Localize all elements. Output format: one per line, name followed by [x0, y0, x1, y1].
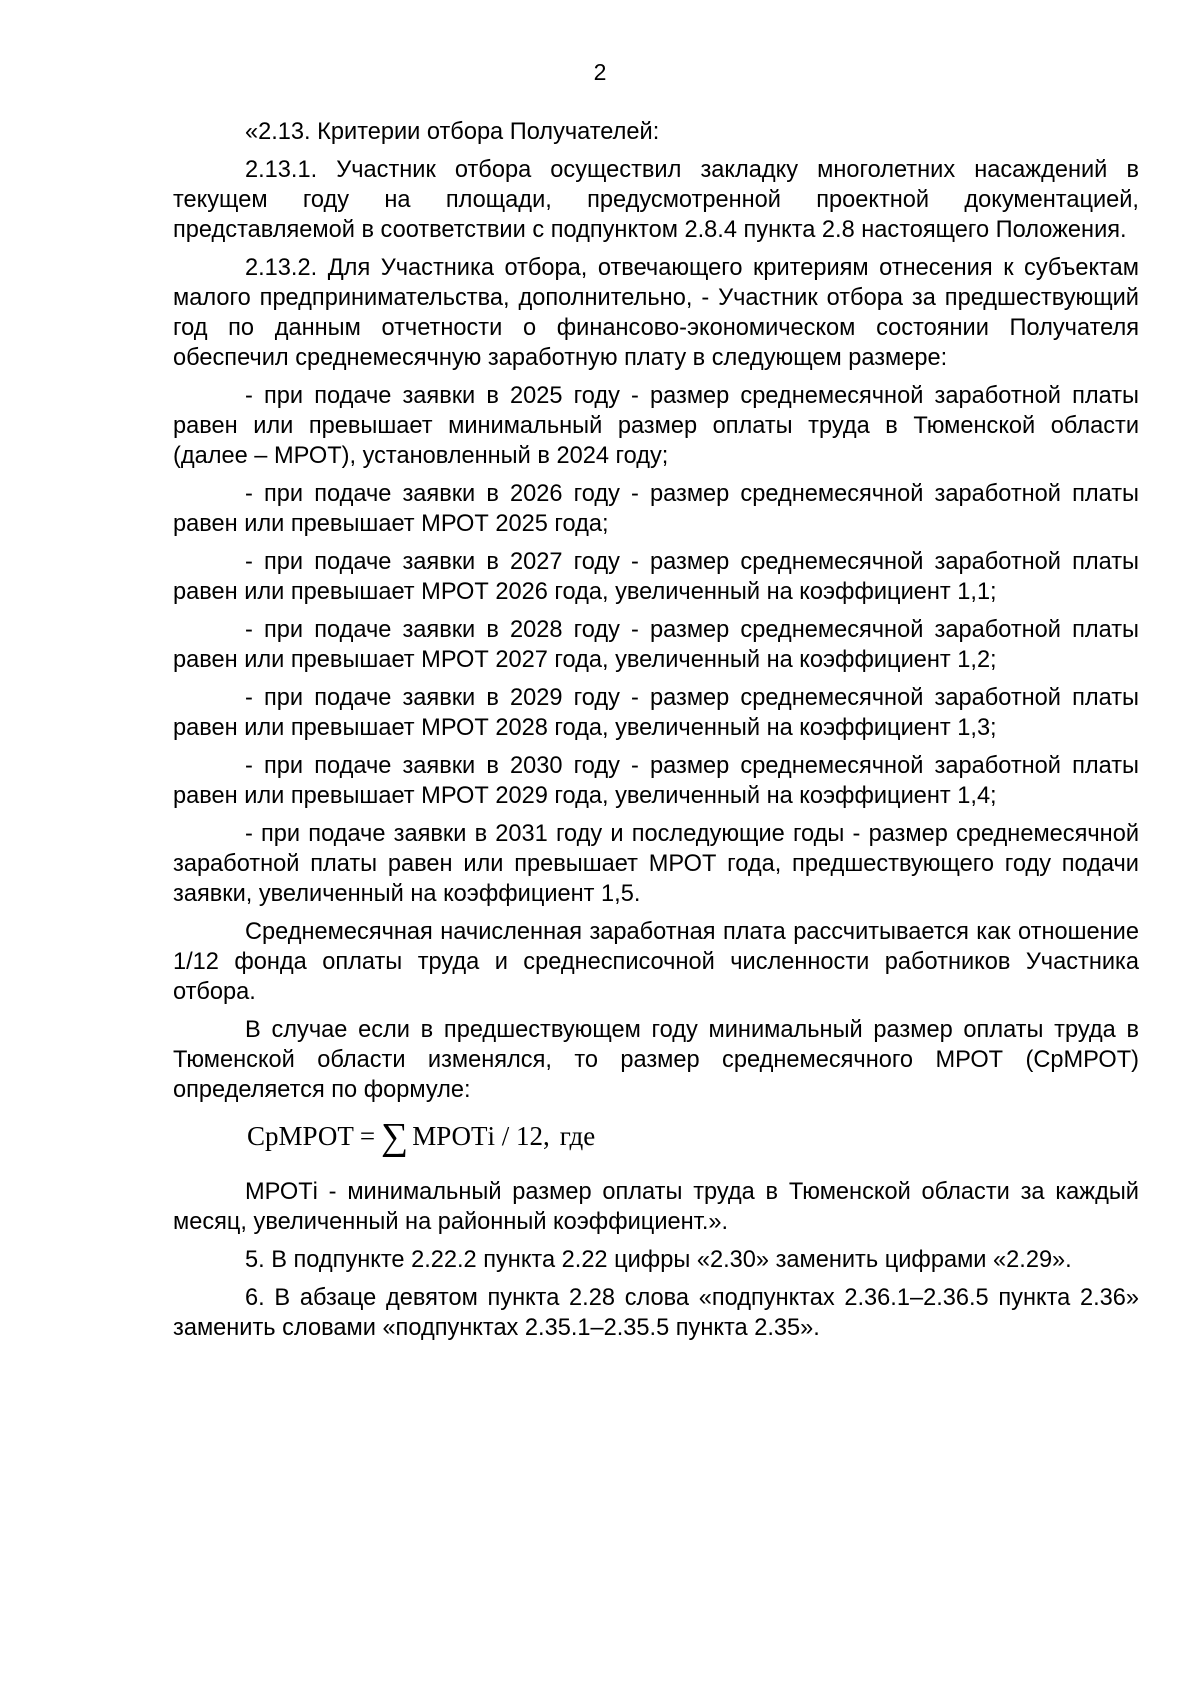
list-item-2026: - при подаче заявки в 2026 году - размер среднемесячной заработной платы равен или превышает МРОТ 2025 года;	[173, 481, 1139, 537]
paragraph-2-13-1: 2.13.1. Участник отбора осуществил закладку многолетних насаждений в текущем году на площади, предусмотренной проектной документацией, представляемой в соответствии с подпунктом 2.8.4 пункта 2.8 настоящего Положения.	[173, 157, 1139, 243]
formula-equals: =	[359, 1121, 376, 1151]
list-item-2028: - при подаче заявки в 2028 году - размер среднемесячной заработной платы равен или превышает МРОТ 2027 года, увеличенный на коэффициент 1,2;	[173, 617, 1139, 673]
list-item-2030: - при подаче заявки в 2030 году - размер среднемесячной заработной платы равен или превышает МРОТ 2029 года, увеличенный на коэффициент 1,4;	[173, 753, 1139, 809]
formula-intro-paragraph: В случае если в предшествующем году минимальный размер оплаты труда в Тюменской области изменялся, то размер среднемесячного МРОТ (СрМРОТ) определяется по формуле:	[173, 1017, 1139, 1103]
salary-calculation-paragraph: Среднемесячная начисленная заработная плата рассчитывается как отношение 1/12 фонда оплаты труда и среднесписочной численности работников Участника отбора.	[173, 919, 1139, 1005]
list-item-2025: - при подаче заявки в 2025 году - размер среднемесячной заработной платы равен или превышает минимальный размер оплаты труда в Тюменской области (далее – МРОТ), установленный в 2024 году;	[173, 383, 1139, 469]
item-5-paragraph: 5. В подпункте 2.22.2 пункта 2.22 цифры «2.30» заменить цифрами «2.29».	[245, 1247, 1072, 1273]
formula-suffix: где	[559, 1121, 596, 1151]
formula-lhs: СрМРОТ	[247, 1121, 354, 1151]
list-item-2027: - при подаче заявки в 2027 году - размер среднемесячной заработной платы равен или превышает МРОТ 2026 года, увеличенный на коэффициент 1,1;	[173, 549, 1139, 605]
formula	[247, 1113, 1139, 1159]
mroti-definition-paragraph: МРОТi - минимальный размер оплаты труда в Тюменской области за каждый месяц, увеличенный на районный коэффициент.».	[173, 1179, 1139, 1235]
list-item-2031: - при подаче заявки в 2031 году и последующие годы - размер среднемесячной заработной платы равен или превышает МРОТ года, предшествующего году подачи заявки, увеличенный на коэффициент 1,5.	[173, 821, 1139, 907]
list-item-2029: - при подаче заявки в 2029 году - размер среднемесячной заработной платы равен или превышает МРОТ 2028 года, увеличенный на коэффициент 1,3;	[173, 685, 1139, 741]
formula-rhs: МРОТi / 12,	[412, 1121, 550, 1151]
criteria-heading: «2.13. Критерии отбора Получателей:	[245, 119, 660, 145]
sigma-symbol: ∑	[381, 1116, 409, 1158]
paragraph-2-13-2: 2.13.2. Для Участника отбора, отвечающего критериям отнесения к субъектам малого предпринимательства, дополнительно, - Участник отбора за предшествующий год по данным отчетности о финансово-экономическом состоянии Получателя обеспечил среднемесячную заработную плату в следующем размере:	[173, 255, 1139, 371]
page-number: 2	[593, 59, 607, 85]
document-body	[173, 117, 1139, 1351]
item-6-paragraph: 6. В абзаце девятом пункта 2.28 слова «подпунктах 2.36.1–2.36.5 пункта 2.36» заменить словами «подпунктах 2.35.1–2.35.5 пункта 2.35».	[173, 1285, 1139, 1341]
